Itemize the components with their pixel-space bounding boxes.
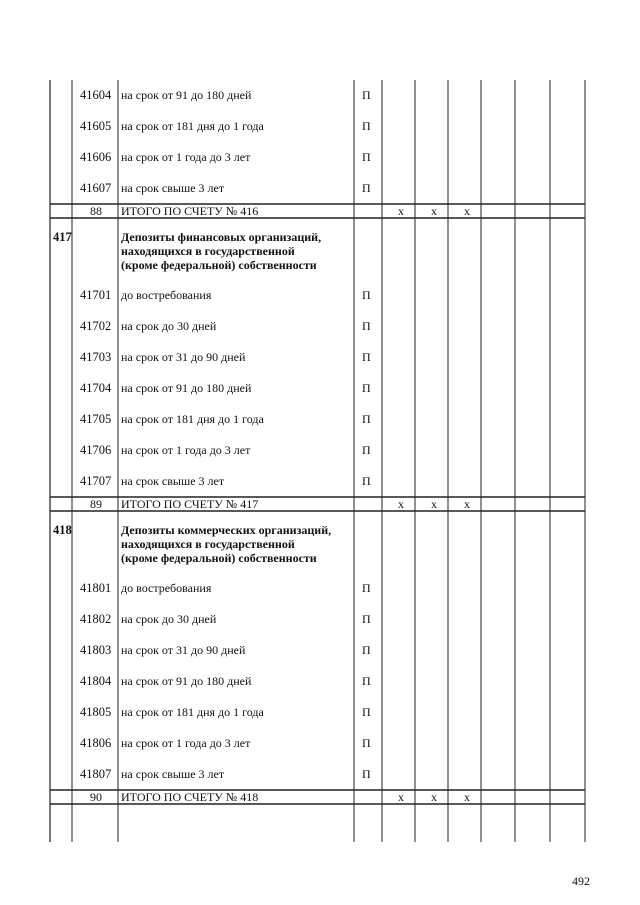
- section-title: (кроме федеральной) собственности: [121, 551, 317, 565]
- account-code: 41801: [80, 581, 112, 595]
- total-mark: х: [431, 790, 437, 804]
- total-mark: х: [398, 204, 404, 218]
- section-title: (кроме федеральной) собственности: [121, 258, 317, 272]
- account-sign: П: [362, 674, 371, 688]
- total-label: ИТОГО ПО СЧЕТУ № 416: [121, 204, 259, 218]
- account-name: на срок от 1 года до 3 лет: [121, 443, 251, 457]
- account-sign: П: [362, 350, 371, 364]
- section-title: находящихся в государственной: [121, 244, 295, 258]
- section-number: 417: [53, 230, 72, 244]
- total-mark: х: [464, 204, 470, 218]
- account-code: 41704: [80, 381, 112, 395]
- total-mark: х: [464, 497, 470, 511]
- account-sign: П: [362, 181, 371, 195]
- account-code: 41702: [80, 319, 112, 333]
- account-sign: П: [362, 581, 371, 595]
- account-code: 41605: [80, 119, 112, 133]
- account-sign: П: [362, 88, 371, 102]
- account-code: 41802: [80, 612, 112, 626]
- account-code: 41701: [80, 288, 112, 302]
- account-name: на срок свыше 3 лет: [121, 181, 225, 195]
- account-sign: П: [362, 412, 371, 426]
- account-code: 41806: [80, 736, 112, 750]
- account-name: на срок от 31 до 90 дней: [121, 643, 246, 657]
- total-number: 90: [90, 790, 102, 804]
- account-sign: П: [362, 736, 371, 750]
- account-sign: П: [362, 319, 371, 333]
- account-code: 41606: [80, 150, 112, 164]
- account-code: 41705: [80, 412, 112, 426]
- total-number: 89: [90, 497, 102, 511]
- account-code: 41804: [80, 674, 112, 688]
- account-code: 41607: [80, 181, 112, 195]
- section-title: Депозиты коммерческих организаций,: [121, 523, 332, 537]
- account-name: на срок от 1 года до 3 лет: [121, 736, 251, 750]
- total-mark: х: [398, 790, 404, 804]
- account-name: на срок от 91 до 180 дней: [121, 674, 252, 688]
- page-number: 492: [572, 874, 590, 888]
- account-name: на срок от 91 до 180 дней: [121, 88, 252, 102]
- total-mark: х: [431, 497, 437, 511]
- account-sign: П: [362, 767, 371, 781]
- account-code: 41604: [80, 88, 112, 102]
- account-sign: П: [362, 443, 371, 457]
- account-name: на срок от 181 дня до 1 года: [121, 705, 264, 719]
- account-name: на срок до 30 дней: [121, 319, 217, 333]
- account-sign: П: [362, 150, 371, 164]
- section-title: Депозиты финансовых организаций,: [121, 230, 322, 244]
- total-mark: х: [431, 204, 437, 218]
- account-name: до востребования: [121, 581, 212, 595]
- account-code: 41707: [80, 474, 112, 488]
- total-number: 88: [90, 204, 102, 218]
- account-sign: П: [362, 705, 371, 719]
- account-code: 41706: [80, 443, 112, 457]
- account-name: до востребования: [121, 288, 212, 302]
- account-name: на срок от 181 дня до 1 года: [121, 412, 264, 426]
- account-sign: П: [362, 119, 371, 133]
- account-code: 41803: [80, 643, 112, 657]
- account-name: на срок свыше 3 лет: [121, 474, 225, 488]
- total-label: ИТОГО ПО СЧЕТУ № 417: [121, 497, 259, 511]
- account-sign: П: [362, 381, 371, 395]
- account-sign: П: [362, 612, 371, 626]
- account-sign: П: [362, 288, 371, 302]
- account-code: 41805: [80, 705, 112, 719]
- account-name: на срок от 31 до 90 дней: [121, 350, 246, 364]
- account-sign: П: [362, 643, 371, 657]
- section-number: 418: [53, 523, 72, 537]
- total-label: ИТОГО ПО СЧЕТУ № 418: [121, 790, 259, 804]
- account-name: на срок до 30 дней: [121, 612, 217, 626]
- account-name: на срок от 1 года до 3 лет: [121, 150, 251, 164]
- account-name: на срок свыше 3 лет: [121, 767, 225, 781]
- account-sign: П: [362, 474, 371, 488]
- account-name: на срок от 91 до 180 дней: [121, 381, 252, 395]
- account-code: 41807: [80, 767, 112, 781]
- account-code: 41703: [80, 350, 112, 364]
- total-mark: х: [398, 497, 404, 511]
- section-title: находящихся в государственной: [121, 537, 295, 551]
- account-name: на срок от 181 дня до 1 года: [121, 119, 264, 133]
- total-mark: х: [464, 790, 470, 804]
